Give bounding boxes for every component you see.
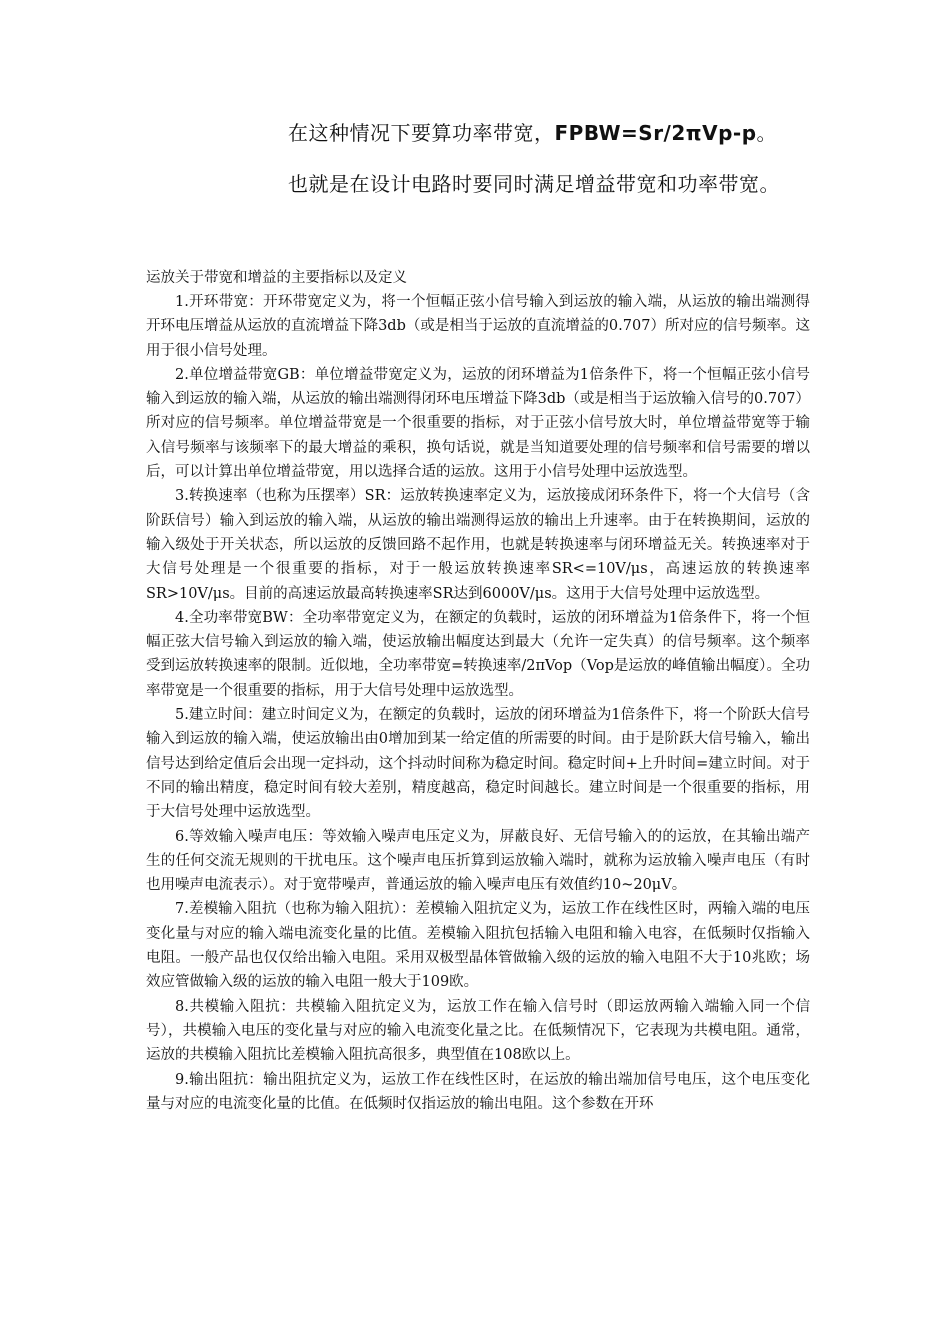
fpbw-formula: FPBW=Sr/2πVp-p [554,121,757,145]
power-bandwidth-text: 在这种情况下要算功率带宽， [288,121,555,145]
paragraph-open-loop-bandwidth: 1.开环带宽：开环带宽定义为，将一个恒幅正弦小信号输入到运放的输入端，从运放的输出端测得开环电压增益从运放的直流增益下降3db（或是相当于运放的直流增益的0.707）所对应的信号频率。这用于很小信号处理。 [146,294,810,359]
paragraph-unity-gain-bandwidth: 2.单位增益带宽GB：单位增益带宽定义为，运放的闭环增益为1倍条件下，将一个恒幅正弦小信号输入到运放的输入端，从运放的输出端测得闭环电压增益下降3db（或是相当于运放输入信号的0.707）所对应的信号频率。单位增益带宽是一个很重要的指标，对于正弦小信号放大时，单位增益带宽等于输入信号频率与该频率下的最大增益的乘积，换句话说，就是当知道要处理的信号频率和信号需要的增以后，可以计算出单位增益带宽，用以选择合适的运放。这用于小信号处理中运放选型。 [146,366,810,481]
design-requirement-line: 也就是在设计电路时要同时满足增益带宽和功率带宽。 [288,172,780,196]
paragraph-slew-rate: 3.转换速率（也称为压摆率）SR：运放转换速率定义为，运放接成闭环条件下，将一个大信号（含阶跃信号）输入到运放的输入端，从运放的输出端测得运放的输出上升速率。由于在转换期间，运放的输入级处于开关状态，所以运放的反馈回路不起作用，也就是转换速率与闭环增益无关。转换速率对于大信号处理是一个很重要的指标，对于一般运放转换速率SR<=10V/μs，高速运放的转换速率SR>10V/μs。目前的高速运放最高转换速率SR达到6000V/μs。这用于大信号处理中运放选型。 [146,488,810,602]
definitions-body [146,290,810,1116]
paragraph-full-power-bandwidth: 4.全功率带宽BW：全功率带宽定义为，在额定的负载时，运放的闭环增益为1倍条件下，将一个恒幅正弦大信号输入到运放的输入端，使运放输出幅度达到最大（允许一定失真）的信号频率。这个频率受到运放转换速率的限制。近似地，全功率带宽=转换速率/2πVop（Vop是运放的峰值输出幅度）。全功率带宽是一个很重要的指标，用于大信号处理中运放选型。 [146,609,810,699]
paragraph-settling-time: 5.建立时间：建立时间定义为，在额定的负载时，运放的闭环增益为1倍条件下，将一个阶跃大信号输入到运放的输入端，使运放输出由0增加到某一给定值的所需要的时间。由于是阶跃大信号输入，输出信号达到给定值后会出现一定抖动，这个抖动时间称为稳定时间。稳定时间+上升时间=建立时间。对于不同的输出精度，稳定时间有较大差别，精度越高，稳定时间越长。建立时间是一个很重要的指标，用于大信号处理中运放选型。 [146,707,810,821]
paragraph-output-impedance: 9.输出阻抗：输出阻抗定义为，运放工作在线性区时，在运放的输出端加信号电压，这个电压变化量与对应的电流变化量的比值。在低频时仅指运放的输出电阻。这个参数在开环 [146,1071,810,1112]
power-bandwidth-period: 。 [756,121,778,145]
paragraph-common-mode-input-impedance: 8.共模输入阻抗：共模输入阻抗定义为，运放工作在输入信号时（即运放两输入端输入同一个信号），共模输入电压的变化量与对应的输入电流变化量之比。在低频情况下，它表现为共模电阻。通常，运放的共模输入阻抗比差模输入阻抗高很多，典型值在108欧以上。 [146,998,810,1064]
paragraph-input-noise-voltage: 6.等效输入噪声电压：等效输入噪声电压定义为，屏蔽良好、无信号输入的的运放，在其输出端产生的任何交流无规则的干扰电压。这个噪声电压折算到运放输入端时，就称为运放输入噪声电压（有时也用噪声电流表示）。对于宽带噪声，普通运放的输入噪声电压有效值约10~20μV。 [146,828,810,894]
paragraph-differential-input-impedance: 7.差模输入阻抗（也称为输入阻抗）：差模输入阻抗定义为，运放工作在线性区时，两输入端的电压变化量与对应的输入端电流变化量的比值。差模输入阻抗包括输入电阻和输入电容，在低频时仅指输入电阻。一般产品也仅仅给出输入电阻。采用双极型晶体管做输入级的运放的输入电阻不大于10兆欧；场效应管做输入级的运放的输入电阻一般大于109欧。 [146,901,810,991]
power-bandwidth-line [288,119,777,147]
section-title: 运放关于带宽和增益的主要指标以及定义 [146,270,407,286]
